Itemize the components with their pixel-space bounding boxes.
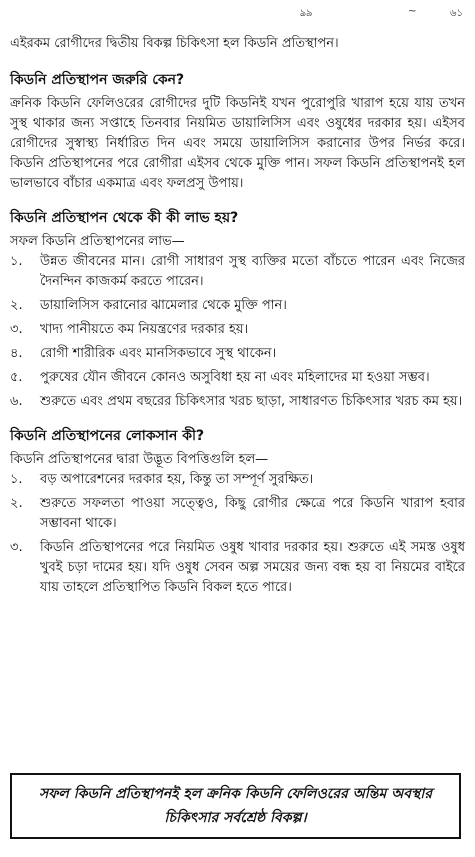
list-number: ৫. [10, 370, 23, 385]
list-text: খাদ্য পানীয়তে কম নিয়ন্ত্রণের দরকার হয়। [40, 322, 249, 337]
list-number: ২. [10, 298, 23, 313]
list-text: রোগী শারীরিক এবং মানসিকভাবে সুস্থ থাকেন। [40, 346, 277, 361]
list-text: কিডনি প্রতিস্থাপনের পরে নিয়মিত ওষুধ খাবার দরকার হয়। শুরুতে এই সমস্ত ওষুধ খুবই চড়া দামের হয়। যদি ওষুধ সেবন অল্প সময়ের জন্য বন্ধ হয় বা নিয়মের বাইরে যায় তাহলে প্রতিস্থাপিত কিডনি বিকল হতে পারে। [40, 540, 465, 595]
list-text: ডায়ালিসিস করানোর ঝামেলার থেকে মুক্তি পান। [40, 298, 287, 313]
header-mark: ঌ৯ [300, 8, 313, 19]
callout-text: সফল কিডনি প্রতিস্থাপনই হল ক্রনিক কিডনি ফেলিওরের অন্তিম অবস্থার চিকিৎসার সর্বশ্রেষ্ঠ বিকল্প। [38, 786, 433, 826]
header-mark: ৬১ [450, 8, 463, 19]
list-item [10, 470, 465, 490]
section-heading: কিডনি প্রতিস্থাপন থেকে কী কী লাভ হয়? [10, 210, 239, 226]
list-number: ৩. [10, 322, 23, 337]
section-lead: সফল কিডনি প্রতিস্থাপনের লাভ— [10, 234, 185, 249]
section-drawbacks [10, 426, 465, 598]
drawbacks-list [10, 470, 465, 598]
list-number: ২. [10, 496, 23, 511]
list-item [10, 320, 465, 340]
list-text: পুরুষের যৌন জীবনে কোনও অসুবিধা হয় না এবং মহিলাদের মা হওয়া সম্ভব। [40, 370, 430, 385]
list-item [10, 392, 465, 412]
list-number: ১. [10, 472, 23, 487]
list-text: শুরুতে সফলতা পাওয়া সত্ত্বেও, কিছু রোগীর ক্ষেত্রে পরে কিডনি খারাপ হবার সম্ভাবনা থাকে। [40, 496, 465, 531]
section-paragraph: ক্রনিক কিডনি ফেলিওরের রোগীদের দুটি কিডনিই যখন পুরোপুরি খারাপ হয়ে যায় তখন সুস্থ থাকার জন্য সপ্তাহে তিনবার নিয়মিত ডায়ালিসিস এবং ওষুধের দরকার হয়। এইসব রোগীদের সুস্বাস্থ্য নির্ধারিত দিন এবং সময়ে ডায়ালিসিস করানোর উপর নির্ভর করে। কিডনি প্রতিস্থাপনের পরে রোগীরা এইসব থেকে মুক্তি পান। সফল কিডনি প্রতিস্থাপনই হল ভালভাবে বাঁচার একমাত্র এবং ফলপ্রসু উপায়। [10, 96, 465, 191]
section-heading: কিডনি প্রতিস্থাপন জরুরি কেন? [10, 72, 185, 88]
summary-callout-box [10, 773, 461, 839]
list-number: ১. [10, 254, 23, 269]
intro-paragraph: এইরকম রোগীদের দ্বিতীয় বিকল্প চিকিৎসা হল কিডনি প্রতিস্থাপন। [10, 36, 339, 51]
benefits-list [10, 252, 465, 412]
list-item [10, 538, 465, 598]
list-item [10, 494, 465, 534]
document-body [10, 34, 465, 612]
list-text: উন্নত জীবনের মান। রোগী সাধারণ সুস্থ ব্যক্তির মতো বাঁচতে পারেন এবং নিজের দৈনন্দিন কাজকর্ম করতে পারেন। [40, 254, 465, 289]
list-number: ৩. [10, 540, 23, 555]
header-marks [300, 6, 470, 20]
list-number: ৬. [10, 394, 23, 409]
section-heading: কিডনি প্রতিস্থাপনের লোকসান কী? [10, 428, 205, 444]
list-text: শুরুতে এবং প্রথম বছরের চিকিৎসার খরচ ছাড়া, সাধারণত চিকিৎসার খরচ কম হয়। [40, 394, 463, 409]
list-item [10, 368, 465, 388]
list-number: ৪. [10, 346, 23, 361]
list-text: বড় অপারেশনের দরকার হয়, কিন্তু তা সম্পূর্ণ সুরক্ষিত। [40, 472, 314, 487]
section-why-transplant [10, 70, 465, 194]
section-benefits [10, 208, 465, 412]
header-mark: ~ [408, 6, 417, 17]
list-item [10, 296, 465, 316]
section-lead: কিডনি প্রতিস্থাপনের দ্বারা উদ্ভূত বিপত্তিগুলি হল— [10, 452, 269, 467]
list-item [10, 344, 465, 364]
list-item [10, 252, 465, 292]
